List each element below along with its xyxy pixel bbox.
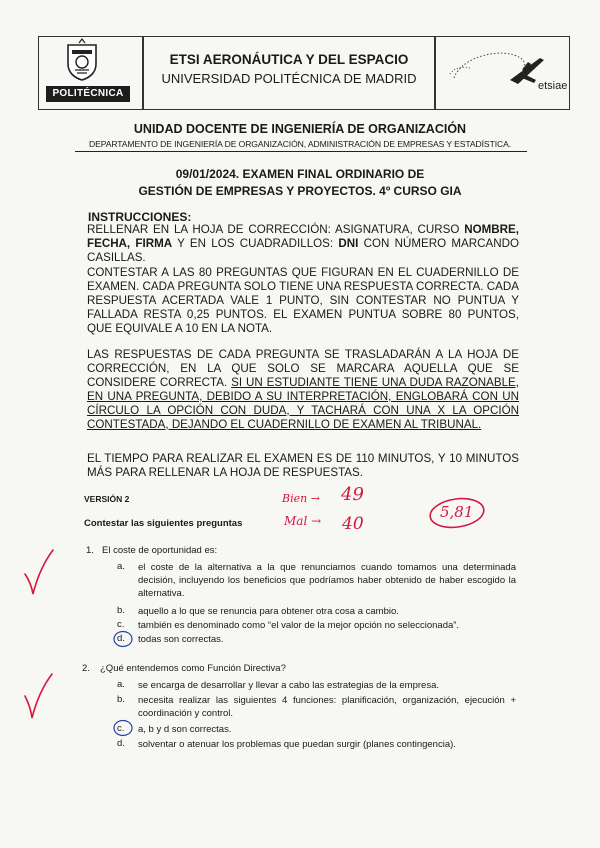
instructions-paragraph (87, 348, 519, 431)
header-divider (434, 36, 436, 110)
instructions-heading: INSTRUCCIONES: (88, 210, 192, 224)
handwritten-bien-value: 49 (341, 484, 364, 505)
instructions-paragraph: CONTESTAR A LAS 80 PREGUNTAS QUE FIGURAN EN EL CUADERNILLO DE EXAMEN. CADA PREGUNTA SOLO TIENE UNA RESPUESTA CORRECTA. CADA RESPUESTA ACERTADA VALE 1 PUNTO, SIN CONTESTAR NO PUNTUA Y FALLADA RESTA 0,25 PUNTOS. EL EXAMEN PUNTUA SOBRE 80 PUNTOS, QUE EQUIVALE A 10 EN LA NOTA. (87, 266, 519, 335)
option-letter: d. (117, 633, 125, 644)
option-letter: c. (117, 723, 125, 734)
question-number: 2. (82, 663, 90, 674)
section-heading: Contestar las siguientes preguntas (84, 518, 243, 529)
department-title: DEPARTAMENTO DE INGENIERÍA DE ORGANIZACIÓN, ADMINISTRACIÓN DE EMPRESAS Y ESTADÍSTICA. (88, 139, 512, 149)
instruction-underlined: SI UN ESTUDIANTE TIENE UNA DUDA RAZONABLE, EN UNA PREGUNTA, DEBIDO A SU INTERPRETACIÓN, ENGLOBARÁ CON UN CÍRCULO LA OPCIÓN CON DUDA, Y TACHARÁ CON UNA X LA OPCIÓN CONTESTADA, DEJANDO EL CUADERNILLO DE EXAMEN AL TRIBUNAL. (87, 375, 519, 431)
option-text: aquello a lo que se renuncia para obtener otra cosa a cambio. (138, 606, 399, 617)
unit-title: UNIDAD DOCENTE DE INGENIERÍA DE ORGANIZACIÓN (133, 122, 467, 136)
upm-crest-icon (65, 42, 99, 82)
instruction-text: CON NÚMERO MARCANDO CASILLAS. (87, 236, 519, 264)
option-letter: a. (117, 561, 125, 572)
exam-subtitle: GESTIÓN DE EMPRESAS Y PROYECTOS. 4º CURSO GIA (138, 184, 462, 198)
option-text: todas son correctas. (138, 634, 224, 645)
option-text: solventar o atenuar los problemas que puedan surgir (planes contingencia). (138, 739, 456, 750)
question-stem: ¿Qué entendemos como Función Directiva? (100, 663, 286, 674)
option-text: también es denominado como “el valor de la mejor opción no seleccionada”. (138, 620, 460, 631)
upm-logo-label: POLITÉCNICA (46, 86, 130, 102)
etsiae-logo-icon (440, 40, 566, 106)
question-stem: El coste de oportunidad es: (102, 545, 218, 556)
divider (75, 151, 527, 152)
option-text: necesita realizar las siguientes 4 funciones: planificación, organización, ejecución + coordinación y control. (138, 695, 516, 719)
option-letter: d. (117, 738, 125, 749)
checkmark-icon (22, 548, 56, 603)
option-letter: b. (117, 694, 125, 705)
handwritten-mal-label: Mal → (284, 514, 322, 528)
option-letter: b. (117, 605, 125, 616)
instruction-text: LAS RESPUESTAS DE CADA PREGUNTA SE TRASLADARÁN A LA HOJA DE CORRECCIÓN, EN LA QUE SOLO SE MARCARA AQUELLA QUE SE CONSIDERE CORRECTA. (87, 348, 519, 389)
option-text: se encarga de desarrollar y llevar a cabo las estrategias de la empresa. (138, 680, 439, 691)
university-title: UNIVERSIDAD POLITÉCNICA DE MADRID (161, 71, 417, 86)
option-text: el coste de la alternativa a la que renunciamos cuando tomamos una determinada decisión, incluyendo los beneficios que podríamos haber obtenido de haber escogido la alternativa. (138, 562, 516, 599)
school-title: ETSI AERONÁUTICA Y DEL ESPACIO (169, 52, 409, 67)
instructions-paragraph (87, 223, 519, 265)
handwritten-score: 5,81 (440, 503, 474, 521)
handwritten-mal-value: 40 (342, 514, 364, 534)
version-label: VERSIÓN 2 (84, 494, 130, 504)
instructions-paragraph: EL TIEMPO PARA REALIZAR EL EXAMEN ES DE 110 MINUTOS, Y 10 MINUTOS MÁS PARA RELLENAR LA HOJA DE RESPUESTAS. (87, 452, 519, 479)
option-letter: c. (117, 619, 125, 630)
option-text: a, b y d son correctas. (138, 724, 232, 735)
etsiae-logo-label: etsiae (538, 80, 568, 92)
option-letter: a. (117, 679, 125, 690)
instruction-bold: NOMBRE, FECHA, FIRMA (87, 223, 519, 250)
handwritten-bien-label: Bien → (282, 492, 320, 505)
instruction-bold: DNI (338, 236, 359, 250)
question-number: 1. (86, 545, 94, 556)
instruction-text: RELLENAR EN LA HOJA DE CORRECCIÓN: ASIGNATURA, CURSO (87, 223, 460, 236)
instruction-text: Y EN LOS CUADRADILLOS: (172, 236, 339, 250)
exam-title: 09/01/2024. EXAMEN FINAL ORDINARIO DE (175, 167, 425, 181)
checkmark-icon (22, 672, 56, 727)
